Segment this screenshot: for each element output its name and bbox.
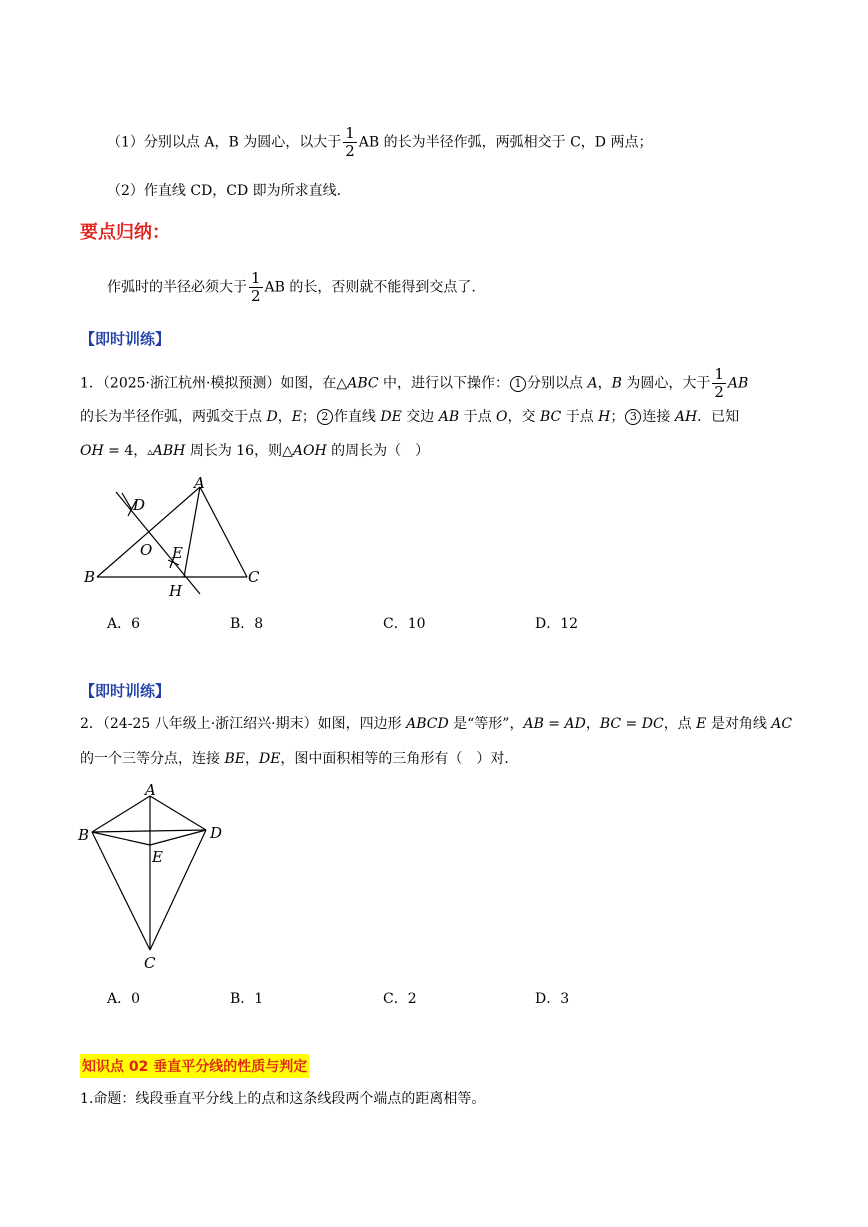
q1-option-d[interactable]: D．12	[535, 616, 579, 632]
segment-be	[92, 832, 150, 845]
label-o: O	[140, 541, 153, 559]
key-points-heading: 要点归纳：	[80, 222, 170, 243]
fraction-half: $\frac{1}{2}$	[714, 365, 724, 401]
circled-number: 1	[510, 376, 526, 392]
label-e: E	[152, 848, 163, 866]
label-b: B	[78, 826, 90, 844]
fraction-half: $\frac{1}{2}$	[345, 124, 355, 160]
label-c: C	[144, 954, 156, 972]
circled-number: 2	[317, 409, 333, 425]
q2-option-b[interactable]: B．1	[230, 991, 264, 1007]
q1-line-1: 1．（2025·浙江杭州·模拟预测）如图，在△ABC 中，进行以下操作： 1 分别以点 A，B 为圆心，大于 $\frac{1}{2}$ AB	[80, 365, 749, 401]
segment-de	[150, 830, 206, 845]
q1-option-b[interactable]: B．8	[230, 616, 264, 632]
segment-ac	[200, 487, 247, 577]
diagonal-bd	[92, 830, 206, 832]
knowledge-point-title: 知识点 02 垂直平分线的性质与判定	[80, 1054, 309, 1078]
label-a: A	[194, 474, 205, 492]
q1-line-3: OH = 4，▵ABH 周长为 16，则△AOH 的周长为（ ）	[80, 443, 430, 459]
q2-heading: 【即时训练】	[80, 682, 171, 700]
label-d: D	[133, 496, 146, 514]
q2-kite-figure	[74, 778, 234, 973]
q2-line-1: 2．（24-25 八年级上·浙江绍兴·期末）如图，四边形 ABCD 是“等形”，AB = AD，BC = DC，点 E 是对角线 AC	[80, 716, 793, 732]
q2-option-a[interactable]: A．0	[107, 991, 141, 1007]
q2-option-c[interactable]: C．2	[383, 991, 417, 1007]
segment-ab	[92, 796, 150, 832]
q1-triangle-figure	[80, 470, 280, 600]
segment-ad	[150, 796, 206, 830]
q2-line-2: 的一个三等分点，连接 BE，DE，图中面积相等的三角形有（ ）对.	[80, 751, 509, 767]
step-2-text: （2）作直线 CD，CD 即为所求直线.	[107, 183, 342, 199]
line-de	[116, 492, 200, 594]
label-e: E	[172, 544, 183, 562]
q1-option-c[interactable]: C．10	[383, 616, 426, 632]
label-h: H	[169, 582, 183, 600]
q1-heading: 【即时训练】	[80, 330, 171, 348]
knowledge-point-item-1: 1.命题：线段垂直平分线上的点和这条线段两个端点的距离相等。	[80, 1091, 486, 1107]
label-d: D	[210, 824, 223, 842]
label-b: B	[84, 568, 96, 586]
step-1-text: （1）分别以点 A，B 为圆心，以大于 $\frac{1}{2}$ AB 的长为半径作弧，两弧相交于 C，D 两点；	[107, 124, 653, 160]
fraction-half: $\frac{1}{2}$	[251, 269, 261, 305]
circled-number: 3	[625, 409, 641, 425]
key-points-text: 作弧时的半径必须大于 $\frac{1}{2}$ AB 的长，否则就不能得到交点了.	[107, 269, 476, 305]
q2-option-d[interactable]: D．3	[535, 991, 570, 1007]
segment-bc	[92, 832, 150, 950]
label-a: A	[145, 781, 156, 799]
q1-line-2: 的长为半径作弧，两弧交于点 D，E； 2 作直线 DE 交边 AB 于点 O，交 BC 于点 H； 3 连接 AH．已知	[80, 409, 740, 425]
segment-ah	[184, 487, 200, 577]
label-c: C	[248, 568, 260, 586]
q1-option-a[interactable]: A．6	[107, 616, 141, 632]
